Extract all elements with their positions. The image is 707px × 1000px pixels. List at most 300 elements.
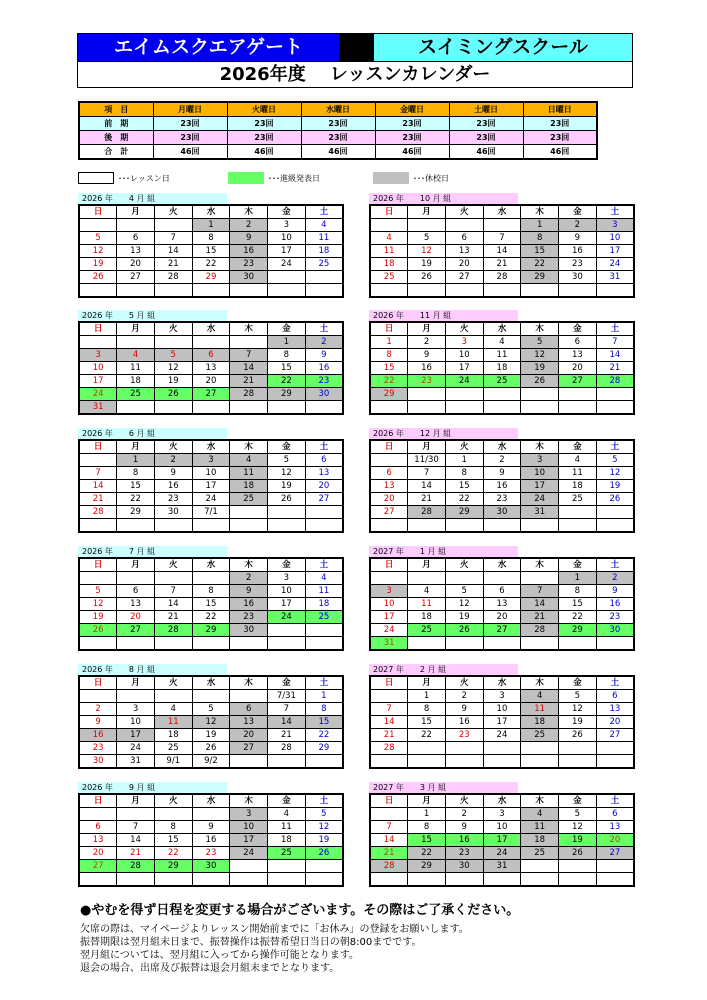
day-cell <box>230 860 268 873</box>
day-number: 17 <box>496 835 508 845</box>
day-cell <box>559 716 597 729</box>
month-calendar <box>78 782 344 887</box>
day-cell <box>370 467 408 480</box>
day-cell <box>445 401 483 414</box>
day-cell <box>559 690 597 703</box>
day-cell <box>559 585 597 598</box>
day-cell <box>445 637 483 651</box>
day-cell <box>154 572 192 585</box>
day-cell <box>154 873 192 886</box>
day-number: 20 <box>243 730 255 740</box>
day-cell <box>596 219 634 232</box>
weekday-header: 土 <box>596 676 634 690</box>
week-row <box>370 729 634 742</box>
header-divider <box>339 34 374 61</box>
day-number: 10 <box>243 822 255 832</box>
day-cell <box>117 690 155 703</box>
day-cell <box>559 742 597 755</box>
day-cell <box>268 232 306 245</box>
weekday-header: 火 <box>154 676 192 690</box>
summary-row-first-half <box>79 117 597 131</box>
day-cell <box>370 703 408 716</box>
day-cell <box>445 834 483 847</box>
month-table <box>369 321 635 415</box>
day-cell <box>230 742 268 755</box>
day-number: 3 <box>612 220 618 230</box>
day-number: 1 <box>283 337 290 347</box>
day-number: 6 <box>132 233 139 243</box>
day-cell <box>596 703 634 716</box>
day-cell <box>268 716 306 729</box>
day-number: 12 <box>92 599 104 609</box>
day-number: 4 <box>423 586 430 596</box>
day-number: 14 <box>534 599 546 609</box>
week-row <box>79 467 343 480</box>
day-cell <box>305 742 343 755</box>
lesson-count-table <box>78 101 598 160</box>
day-cell <box>370 834 408 847</box>
day-cell <box>117 716 155 729</box>
day-number: 7 <box>386 822 392 832</box>
day-cell <box>305 690 343 703</box>
day-number: 9 <box>321 350 327 360</box>
summary-cell: 23回 <box>227 117 301 131</box>
week-row <box>370 585 634 598</box>
day-number: 8 <box>423 822 430 832</box>
month-table <box>78 439 344 533</box>
weekday-header: 水 <box>192 794 230 808</box>
day-cell <box>408 847 446 860</box>
day-cell <box>445 388 483 401</box>
day-number: 30 <box>318 389 330 399</box>
day-cell <box>154 716 192 729</box>
day-number: 12 <box>167 363 179 373</box>
weekday-header-row <box>370 794 634 808</box>
week-row <box>370 336 634 349</box>
day-number: 26 <box>609 494 621 504</box>
day-number: 14 <box>383 835 395 845</box>
day-cell <box>483 572 521 585</box>
day-cell <box>445 808 483 821</box>
day-cell <box>445 755 483 768</box>
day-number: 7 <box>612 337 618 347</box>
weekday-header: 火 <box>154 322 192 336</box>
day-number: 27 <box>318 494 330 504</box>
month-calendar <box>369 310 635 415</box>
day-cell <box>521 219 559 232</box>
notes-list <box>80 923 640 975</box>
day-number: 19 <box>92 259 104 269</box>
day-cell <box>370 401 408 414</box>
day-cell <box>596 271 634 284</box>
day-number: 12 <box>534 350 546 360</box>
day-number: 8 <box>321 704 327 714</box>
day-cell <box>445 232 483 245</box>
day-number: 10 <box>496 822 508 832</box>
summary-header: 水曜日 <box>301 102 375 117</box>
day-number: 19 <box>571 717 583 727</box>
day-cell <box>192 362 230 375</box>
day-cell <box>305 703 343 716</box>
day-cell <box>79 755 117 769</box>
day-number: 9 <box>612 586 618 596</box>
day-number: 28 <box>92 507 104 517</box>
day-cell <box>79 519 117 532</box>
week-row <box>370 401 634 414</box>
day-cell <box>408 401 446 414</box>
day-number: 24 <box>280 259 292 269</box>
day-cell <box>596 375 634 388</box>
notes <box>80 903 640 975</box>
day-cell <box>230 729 268 742</box>
day-cell <box>370 598 408 611</box>
day-cell <box>408 388 446 401</box>
day-cell <box>154 336 192 349</box>
week-row <box>79 232 343 245</box>
day-cell <box>408 729 446 742</box>
day-number: 29 <box>383 389 395 399</box>
day-cell <box>192 467 230 480</box>
day-number: 25 <box>130 389 141 399</box>
day-cell <box>521 362 559 375</box>
day-number: 19 <box>280 481 292 491</box>
week-row <box>79 742 343 755</box>
day-number: 25 <box>421 625 432 635</box>
summary-cell: 23回 <box>153 117 227 131</box>
day-number: 4 <box>574 455 581 465</box>
promotion-day-swatch <box>228 172 264 184</box>
day-number: 27 <box>383 507 395 517</box>
day-cell <box>408 362 446 375</box>
day-cell <box>192 703 230 716</box>
day-cell <box>483 585 521 598</box>
day-number: 14 <box>243 363 255 373</box>
day-cell <box>154 729 192 742</box>
day-cell <box>230 284 268 297</box>
day-cell <box>268 480 306 493</box>
day-cell <box>268 703 306 716</box>
summary-cell: 23回 <box>523 117 597 131</box>
day-cell <box>559 232 597 245</box>
day-cell <box>305 375 343 388</box>
day-number: 17 <box>205 481 217 491</box>
day-cell <box>408 860 446 873</box>
day-number: 26 <box>571 848 583 858</box>
day-number: 26 <box>92 272 104 282</box>
weekday-header: 月 <box>408 440 446 454</box>
week-row <box>79 480 343 493</box>
day-cell <box>192 245 230 258</box>
day-cell <box>154 519 192 532</box>
week-row <box>370 703 634 716</box>
day-cell <box>596 729 634 742</box>
day-cell <box>370 232 408 245</box>
day-number: 25 <box>571 494 583 504</box>
day-cell <box>117 219 155 232</box>
day-cell <box>154 401 192 415</box>
day-cell <box>483 847 521 860</box>
day-number: 11 <box>318 233 330 243</box>
fiscal-year: 2026年度 <box>219 64 306 85</box>
day-number: 7 <box>536 586 543 596</box>
day-cell <box>445 742 483 755</box>
day-cell <box>154 637 192 650</box>
weekday-header: 月 <box>408 676 446 690</box>
calendar-title: レッスンカレンダー <box>329 64 491 85</box>
day-cell <box>192 742 230 755</box>
day-cell <box>154 755 192 769</box>
day-number: 16 <box>243 599 255 609</box>
day-cell <box>79 716 117 729</box>
day-cell <box>596 454 634 467</box>
day-number: 17 <box>243 835 255 845</box>
day-number: 18 <box>383 259 395 269</box>
day-cell <box>79 219 117 232</box>
day-cell <box>445 572 483 585</box>
day-cell <box>192 493 230 506</box>
day-number: 9 <box>574 233 581 243</box>
day-cell <box>268 401 306 415</box>
weekday-header: 火 <box>154 794 192 808</box>
day-cell <box>559 336 597 349</box>
weekday-header-row <box>370 676 634 690</box>
day-cell <box>483 375 521 388</box>
day-number: 9/1 <box>166 756 181 766</box>
week-row <box>79 388 343 401</box>
day-cell <box>154 375 192 388</box>
closed-day-swatch <box>373 172 409 184</box>
weekday-header: 月 <box>117 794 155 808</box>
day-cell <box>483 808 521 821</box>
day-cell <box>408 271 446 284</box>
day-cell <box>596 258 634 271</box>
day-cell <box>79 729 117 742</box>
day-number: 21 <box>534 612 546 622</box>
day-cell <box>79 258 117 271</box>
day-number: 3 <box>283 220 290 230</box>
day-cell <box>445 467 483 480</box>
day-cell <box>521 467 559 480</box>
day-cell <box>192 716 230 729</box>
day-cell <box>117 362 155 375</box>
day-number: 7 <box>423 468 430 478</box>
day-cell <box>483 834 521 847</box>
day-number: 28 <box>383 861 395 871</box>
day-number: 15 <box>167 835 179 845</box>
day-number: 11 <box>534 704 546 714</box>
day-cell <box>117 480 155 493</box>
day-number: 6 <box>208 350 214 360</box>
day-cell <box>154 362 192 375</box>
day-cell <box>305 611 343 624</box>
day-number: 3 <box>95 350 101 360</box>
day-number: 3 <box>208 455 214 465</box>
legend-item-lesson <box>78 172 170 184</box>
summary-header: 火曜日 <box>227 102 301 117</box>
day-number: 25 <box>534 730 546 740</box>
day-cell <box>154 232 192 245</box>
day-number: 18 <box>534 717 546 727</box>
weekday-header-row <box>79 558 343 572</box>
weekday-header: 金 <box>268 676 306 690</box>
day-number: 2 <box>461 691 467 701</box>
day-cell <box>154 219 192 232</box>
week-row <box>79 349 343 362</box>
day-cell <box>408 245 446 258</box>
note-line: 欠席の際は、マイページよりレッスン開始前までに「お休み」の登録をお願いします。 <box>80 924 469 935</box>
day-cell <box>596 716 634 729</box>
day-cell <box>559 598 597 611</box>
weekday-header: 日 <box>79 205 117 219</box>
day-number: 10 <box>496 704 508 714</box>
day-number: 4 <box>321 573 327 583</box>
day-number: 11 <box>571 468 583 478</box>
day-cell <box>79 821 117 834</box>
day-number: 16 <box>205 835 217 845</box>
weekday-header-row <box>370 558 634 572</box>
day-number: 27 <box>205 389 217 399</box>
day-cell <box>408 506 446 519</box>
weekday-header: 金 <box>268 440 306 454</box>
day-number: 19 <box>571 835 583 845</box>
day-cell <box>305 860 343 873</box>
day-cell <box>521 860 559 873</box>
day-cell <box>370 821 408 834</box>
day-cell <box>305 245 343 258</box>
weekday-header: 火 <box>445 676 483 690</box>
weekday-header: 金 <box>559 558 597 572</box>
day-cell <box>445 585 483 598</box>
week-row <box>79 519 343 532</box>
day-number: 9 <box>499 468 505 478</box>
day-cell <box>268 375 306 388</box>
day-cell <box>483 271 521 284</box>
day-number: 15 <box>534 246 546 256</box>
week-row <box>79 637 343 650</box>
weekday-header: 土 <box>305 558 343 572</box>
day-cell <box>483 873 521 886</box>
day-cell <box>305 834 343 847</box>
day-cell <box>483 611 521 624</box>
day-number: 11 <box>280 822 292 832</box>
day-cell <box>483 598 521 611</box>
day-cell <box>192 401 230 415</box>
day-number: 29 <box>318 743 330 753</box>
day-number: 6 <box>386 468 392 478</box>
weekday-header: 日 <box>79 440 117 454</box>
day-cell <box>408 336 446 349</box>
day-number: 20 <box>205 376 217 386</box>
day-cell <box>370 624 408 637</box>
day-cell <box>521 454 559 467</box>
month-table <box>369 439 635 533</box>
weekday-header: 水 <box>192 440 230 454</box>
day-cell <box>192 873 230 886</box>
day-cell <box>408 834 446 847</box>
day-cell <box>305 598 343 611</box>
day-cell <box>154 480 192 493</box>
day-number: 2 <box>499 455 505 465</box>
day-number: 29 <box>421 861 432 871</box>
day-cell <box>117 375 155 388</box>
weekday-header: 土 <box>305 794 343 808</box>
day-cell <box>117 742 155 755</box>
day-cell <box>408 624 446 637</box>
day-cell <box>117 336 155 349</box>
day-number: 16 <box>571 246 583 256</box>
day-cell <box>559 729 597 742</box>
day-cell <box>596 245 634 258</box>
day-cell <box>521 611 559 624</box>
day-cell <box>521 637 559 651</box>
day-cell <box>192 336 230 349</box>
weekday-header: 水 <box>483 676 521 690</box>
day-number: 19 <box>421 259 432 269</box>
day-number: 23 <box>496 494 508 504</box>
week-row <box>79 284 343 297</box>
day-cell <box>370 506 408 519</box>
week-row <box>79 572 343 585</box>
day-number: 7/1 <box>204 507 218 517</box>
day-cell <box>192 572 230 585</box>
day-cell <box>305 271 343 284</box>
day-cell <box>370 493 408 506</box>
summary-cell: 23回 <box>301 131 375 145</box>
week-row <box>79 873 343 886</box>
month-label: 2026 年 9 月 組 <box>78 782 227 793</box>
day-cell <box>370 611 408 624</box>
day-cell <box>559 388 597 401</box>
day-cell <box>230 847 268 860</box>
day-cell <box>305 480 343 493</box>
weekday-header: 日 <box>370 676 408 690</box>
day-cell <box>230 349 268 362</box>
day-cell <box>483 401 521 414</box>
day-cell <box>521 873 559 886</box>
week-row <box>370 271 634 284</box>
day-cell <box>268 585 306 598</box>
day-cell <box>79 467 117 480</box>
day-number: 11 <box>130 363 141 373</box>
day-cell <box>117 258 155 271</box>
day-number: 2 <box>461 809 467 819</box>
day-cell <box>521 480 559 493</box>
day-number: 6 <box>95 822 101 832</box>
day-cell <box>370 349 408 362</box>
day-cell <box>117 454 155 467</box>
day-number: 20 <box>92 848 104 858</box>
day-number: 24 <box>458 376 470 386</box>
weekday-header: 日 <box>370 205 408 219</box>
day-number: 31 <box>534 507 546 517</box>
day-number: 7 <box>170 586 176 596</box>
day-number: 17 <box>609 246 621 256</box>
day-number: 9 <box>245 586 252 596</box>
day-number: 23 <box>571 259 583 269</box>
day-number: 18 <box>318 246 330 256</box>
day-number: 1 <box>321 691 327 701</box>
day-number: 8 <box>208 586 214 596</box>
day-number: 29 <box>205 625 217 635</box>
day-cell <box>408 454 446 467</box>
month-calendar <box>78 546 344 651</box>
day-cell <box>154 611 192 624</box>
day-number: 14 <box>609 350 621 360</box>
day-number: 23 <box>609 612 621 622</box>
day-number: 9 <box>208 822 214 832</box>
day-cell <box>305 493 343 506</box>
day-number: 13 <box>571 350 583 360</box>
